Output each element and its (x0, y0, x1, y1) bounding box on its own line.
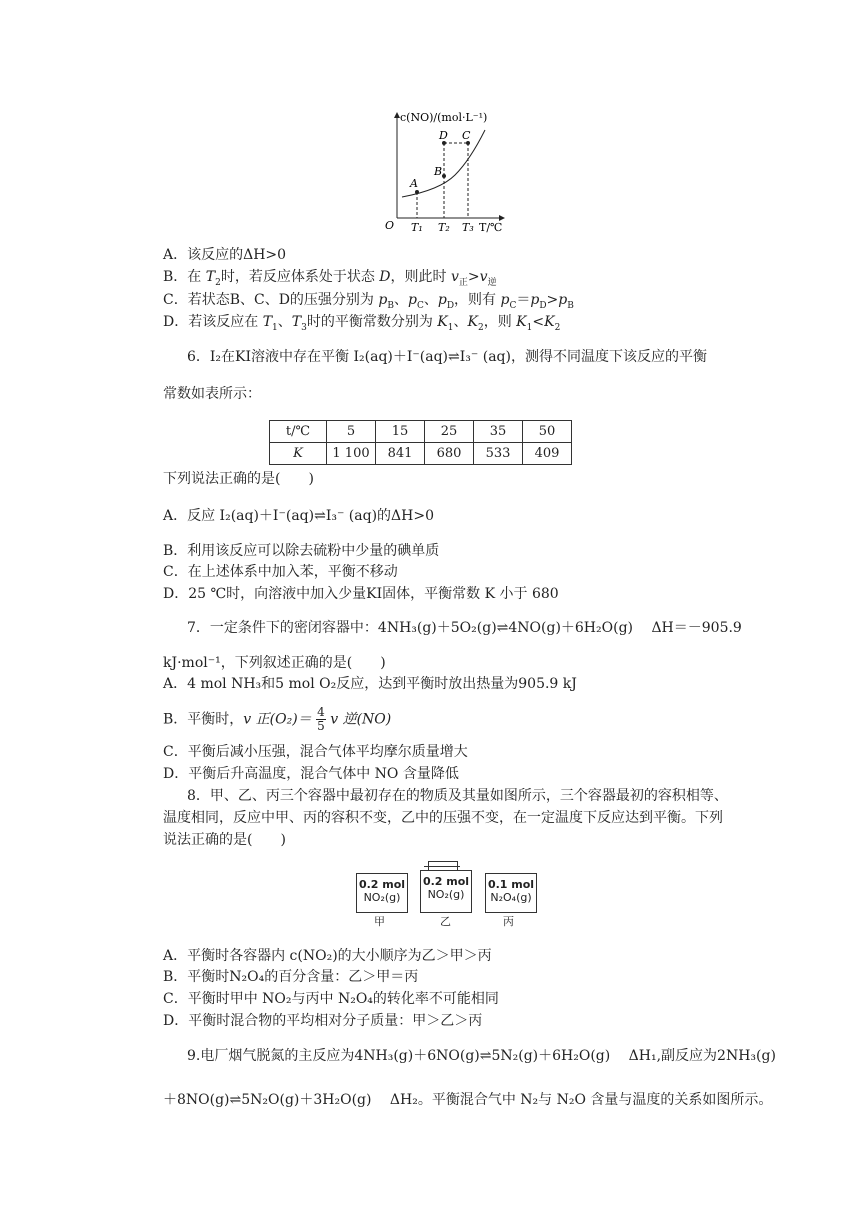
point-B (442, 174, 446, 178)
table-cell: 15 (376, 421, 425, 443)
table-row (270, 421, 572, 443)
table-cell: 5 (327, 421, 376, 443)
q8-stem-line2: 温度相同，反应中甲、丙的容积不变，乙中的压强不变，在一定温度下反应达到平衡。下列 (163, 810, 723, 826)
y-axis-label: c(NO)/(mol·L⁻¹) (400, 111, 488, 124)
label-B: B (434, 165, 443, 178)
q8-option-a: A．平衡时各容器内 c(NO₂)的大小顺序为乙＞甲＞丙 (163, 948, 492, 964)
q6-option-b: B．利用该反应可以除去硫粉中少量的碘单质 (163, 543, 440, 559)
q7-option-a: A．4 mol NH₃和5 mol O₂反应，达到平衡时放出热量为905.9 kJ (163, 676, 577, 692)
q8-option-b: B．平衡时N₂O₄的百分含量：乙＞甲＝丙 (163, 969, 419, 985)
container-bing: 0.1 mol N₂O₄(g) (485, 873, 537, 913)
q8-option-c: C．平衡时甲中 NO₂与丙中 N₂O₄的转化率不可能相同 (163, 991, 499, 1007)
q5-option-b: B．在 $T_2$时，若反应体系处于状态 D，则此时 $v_正>v_逆$ (163, 269, 497, 288)
q7-option-c: C．平衡后减小压强，混合气体平均摩尔质量增大 (163, 744, 468, 760)
container-jia-label: 甲 (374, 915, 385, 928)
point-A (415, 190, 419, 194)
table-cell: 680 (425, 443, 474, 465)
table-cell: 533 (474, 443, 523, 465)
q7-stem-line2: kJ·mol⁻¹，下列叙述正确的是( ) (163, 655, 386, 671)
q5-option-c: C．若状态B、C、D的压强分别为 $p_B$、$p_C$、$p_D$，则有 $p_C=p_D>p_B$ (163, 292, 574, 311)
q6-prompt: 下列说法正确的是( ) (163, 471, 314, 487)
table-cell: 50 (523, 421, 572, 443)
x-axis-label: T/℃ (479, 221, 503, 234)
table-cell: 25 (425, 421, 474, 443)
container-yi: 0.2 mol NO₂(g) (420, 870, 472, 913)
q6-stem-line2: 常数如表所示： (163, 386, 261, 402)
table-cell: 35 (474, 421, 523, 443)
label-D: D (439, 129, 448, 142)
q9-stem-line1: 9.电厂烟气脱氮的主反应为4NH₃(g)＋6NO(g)⇌5N₂(g)＋6H₂O(g) ΔH₁,副反应为2NH₃(g) (187, 1048, 776, 1064)
tick-T3: T₃ (462, 221, 474, 234)
q6-option-c: C．在上述体系中加入苯，平衡不移动 (163, 564, 398, 580)
table-cell: t/℃ (270, 421, 327, 443)
table-cell: 1 100 (327, 443, 376, 465)
table-row (270, 443, 572, 465)
origin-label: O (385, 219, 395, 232)
q6-stem-line1: 6．I₂在KI溶液中存在平衡 I₂(aq)＋I⁻(aq)⇌I₃⁻ (aq)，测得不同温度下该反应的平衡 (187, 349, 707, 365)
tick-T1: T₁ (411, 221, 423, 234)
table-cell: 841 (376, 443, 425, 465)
q6-k-table (269, 420, 572, 465)
q9-stem-line2: ＋8NO(g)⇌5N₂O(g)＋3H₂O(g) ΔH₂。平衡混合气中 N₂与 N₂O 含量与温度的关系如图所示。 (163, 1092, 773, 1108)
container-yi-label: 乙 (440, 915, 451, 928)
q6-option-d: D．25 ℃时，向溶液中加入少量KI固体，平衡常数 K 小于 680 (163, 586, 559, 602)
no-concentration-graph (380, 105, 510, 235)
q8-option-d: D．平衡时混合物的平均相对分子质量：甲＞乙＞丙 (163, 1013, 483, 1029)
q6-option-a: A．反应 I₂(aq)＋I⁻(aq)⇌I₃⁻ (aq)的ΔH>0 (163, 508, 434, 524)
tick-T2: T₂ (438, 221, 450, 234)
q8-stem-line3: 说法正确的是( ) (163, 832, 286, 848)
table-cell: 409 (523, 443, 572, 465)
q7-stem-line1: 7．一定条件下的密闭容器中：4NH₃(g)＋5O₂(g)⇌4NO(g)＋6H₂O(g) ΔH＝－905.9 (187, 620, 742, 636)
q8-stem-line1: 8．甲、乙、丙三个容器中最初存在的物质及其量如图所示，三个容器最初的容积相等、 (187, 788, 728, 804)
table-cell: K (270, 443, 327, 465)
q5-option-a: A．该反应的ΔH>0 (163, 247, 287, 263)
label-A: A (410, 177, 418, 190)
piston-rod (424, 866, 460, 867)
q5-option-d: D．若该反应在 $T_1$、$T_3$时的平衡常数分别为 $K_1$、$K_2$，则 $K_1<K_2$ (163, 314, 561, 333)
q7-option-b: B．平衡时，v 正(O₂)＝ $\frac{4}{5}$ v 逆(NO) (163, 705, 392, 733)
container-bing-label: 丙 (503, 915, 514, 928)
container-jia: 0.2 mol NO₂(g) (356, 873, 408, 913)
q7-option-d: D．平衡后升高温度，混合气体中 NO 含量降低 (163, 766, 459, 782)
label-C: C (462, 129, 471, 142)
